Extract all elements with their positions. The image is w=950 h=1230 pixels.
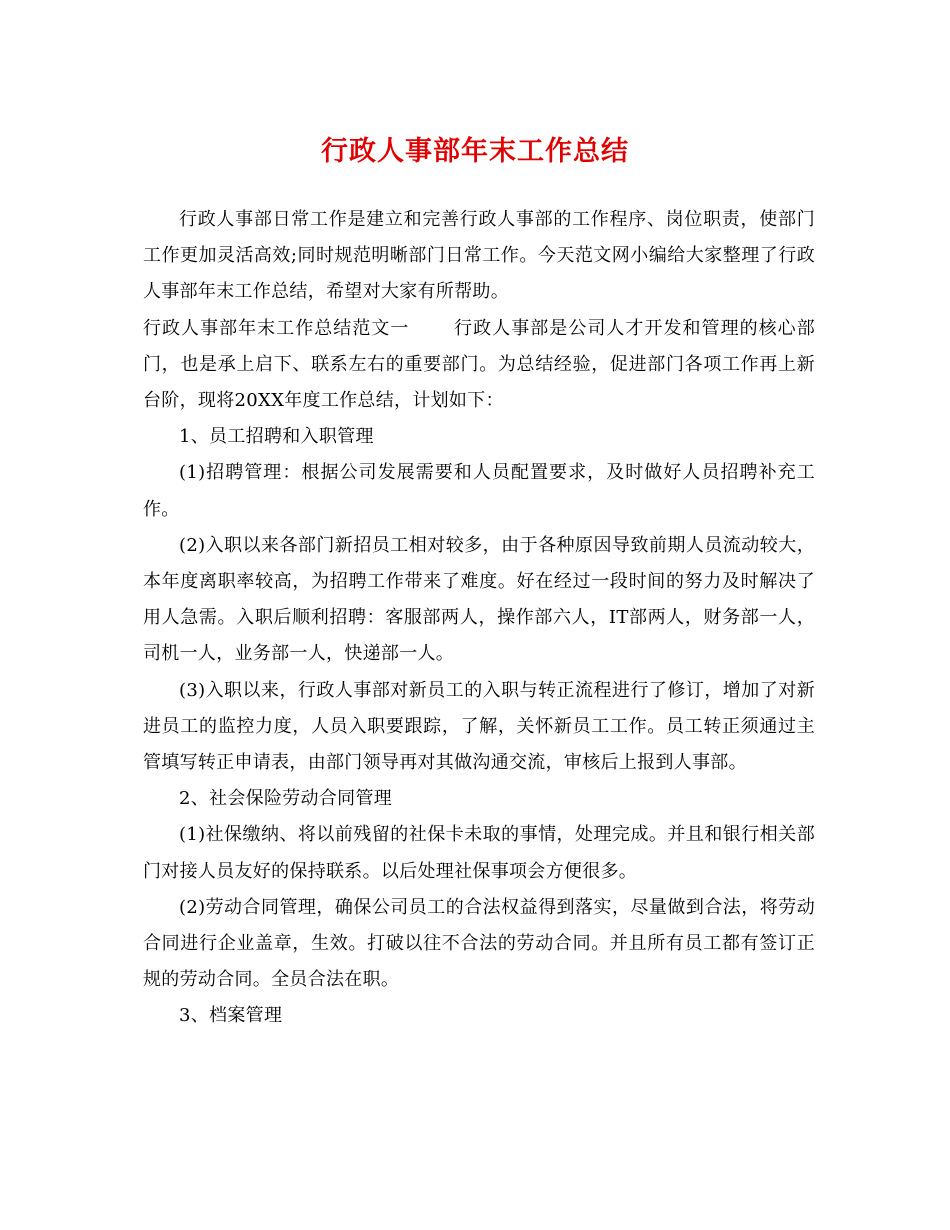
section-heading-1: 1、员工招聘和入职管理 <box>179 426 374 448</box>
document-body <box>143 202 815 1035</box>
sample-heading-paragraph <box>143 311 815 420</box>
list-item: (3)入职以来，行政人事部对新员工的入职与转正流程进行了修订，增加了对新进员工的监控力度，人员入职要跟踪，了解，关怀新员工工作。员工转正须通过主管填写转正申请表，由部门领导再对其做沟通交流，审核后上报到人事部。 <box>143 679 815 774</box>
section-heading-3: 3、档案管理 <box>179 1005 283 1027</box>
sample-heading: 行政人事部年末工作总结范文一 <box>143 317 410 339</box>
sample-intro-text: 行政人事部是公司人才开发和管理的核心部门，也是承上启下、联系左右的重要部门。为总结经验，促进部门各项工作再上新台阶，现将20XX年度工作总结，计划如下： <box>143 317 815 412</box>
intro-paragraph: 行政人事部日常工作是建立和完善行政人事部的工作程序、岗位职责，使部门工作更加灵活高效;同时规范明晰部门日常工作。今天范文网小编给大家整理了行政人事部年末工作总结，希望对大家有所帮助。 <box>143 209 815 303</box>
document-title: 行政人事部年末工作总结 <box>321 136 629 167</box>
section-heading-2: 2、社会保险劳动合同管理 <box>179 788 393 810</box>
list-item: (1)社保缴纳、将以前残留的社保卡未取的事情，处理完成。并且和银行相关部门对接人员友好的保持联系。以后处理社保事项会方便很多。 <box>143 824 815 882</box>
list-item: (2)入职以来各部门新招员工相对较多，由于各种原因导致前期人员流动较大，本年度离职率较高，为招聘工作带来了难度。好在经过一段时间的努力及时解决了用人急需。入职后顺利招聘：客服部两人，操作部六人，IT部两人，财务部一人，司机一人，业务部一人，快递部一人。 <box>143 534 815 665</box>
list-item: (2)劳动合同管理，确保公司员工的合法权益得到落实，尽量做到合法，将劳动合同进行企业盖章，生效。打破以往不合法的劳动合同。并且所有员工都有签订正规的劳动合同。全员合法在职。 <box>143 896 815 991</box>
list-item: (1)招聘管理：根据公司发展需要和人员配置要求，及时做好人员招聘补充工作。 <box>143 462 815 520</box>
